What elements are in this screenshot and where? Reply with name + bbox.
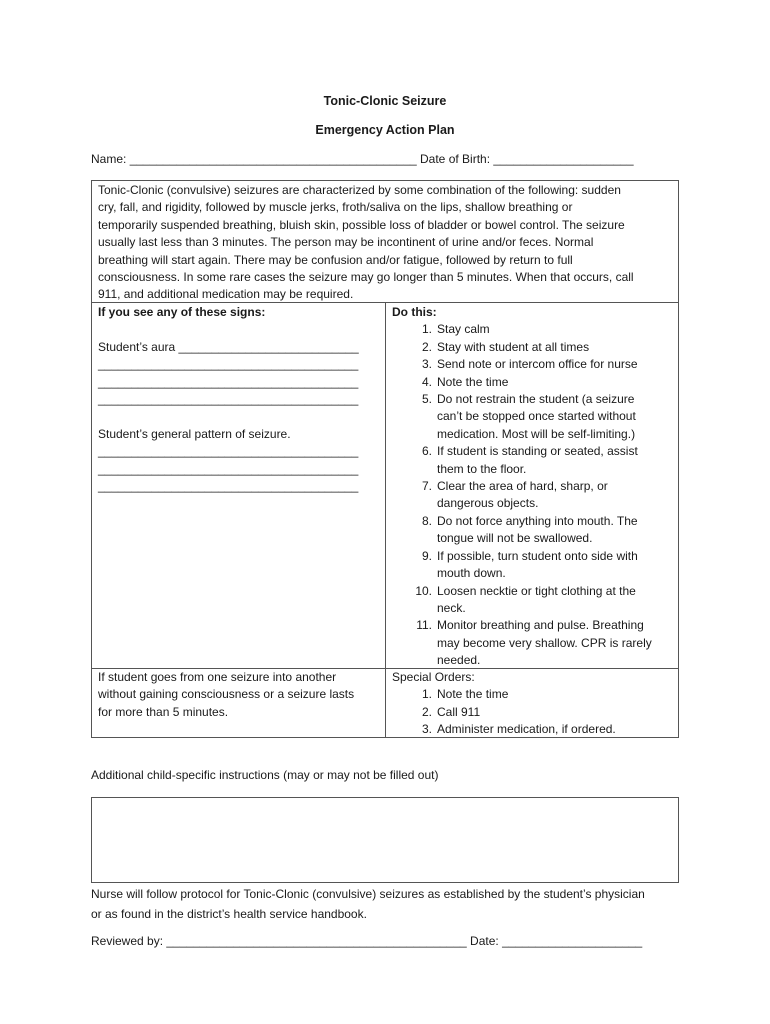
step-text: Send note or intercom office for nurse xyxy=(437,357,638,372)
actions-list xyxy=(392,321,674,669)
action-step xyxy=(392,443,674,478)
special-orders-list xyxy=(392,686,674,738)
reviewed-field[interactable]: _____________________________________________ xyxy=(166,934,467,948)
step-text: them to the floor. xyxy=(437,461,527,476)
pattern-blank-line[interactable]: _______________________________________ xyxy=(98,461,359,476)
action-step xyxy=(392,583,674,618)
description-line: consciousness. In some rare cases the seizure may go longer than 5 minutes. When that occurs, call xyxy=(98,270,634,285)
special-orders-heading: Special Orders: xyxy=(392,670,475,684)
step-text: Loosen necktie or tight clothing at the xyxy=(437,583,636,598)
step-text: Note the time xyxy=(437,687,509,702)
pattern-label: Student’s general pattern of seizure. xyxy=(98,426,291,441)
step-text: Stay with student at all times xyxy=(437,339,590,354)
aura-field[interactable]: ___________________________ xyxy=(178,339,359,354)
page-title: Tonic-Clonic Seizure xyxy=(323,94,447,108)
description-line: 911, and additional medication may be required. xyxy=(98,287,354,302)
step-number: 3. xyxy=(421,722,432,737)
action-step xyxy=(392,391,674,443)
seizure-description xyxy=(98,182,672,304)
signs-column xyxy=(98,304,380,495)
aura-blank-line[interactable]: _______________________________________ xyxy=(98,392,359,407)
step-number: 4. xyxy=(421,374,432,389)
step-number: 2. xyxy=(421,339,432,354)
name-label: Name: xyxy=(91,152,130,166)
step-number: 5. xyxy=(421,392,432,407)
step-number: 1. xyxy=(421,322,432,337)
additional-instructions-label: Additional child-specific instructions (may or may not be filled out) xyxy=(91,768,439,782)
actions-column xyxy=(392,304,674,670)
step-number: 11. xyxy=(416,618,432,633)
page-subtitle: Emergency Action Plan xyxy=(315,123,455,137)
condition-line: If student goes from one seizure into another xyxy=(98,670,337,684)
action-step xyxy=(392,356,674,373)
reviewed-label: Reviewed by: xyxy=(91,934,167,948)
step-number: 7. xyxy=(421,479,432,494)
signs-heading: If you see any of these signs: xyxy=(98,305,266,319)
action-step xyxy=(392,321,674,338)
step-number: 6. xyxy=(421,444,432,459)
step-text: needed. xyxy=(437,653,481,668)
description-line: usually last less than 3 minutes. The person may be incontinent of urine and/or feces. Normal xyxy=(98,235,594,250)
nurse-protocol-note xyxy=(91,885,691,924)
order-step xyxy=(392,686,674,703)
step-text: If student is standing or seated, assist xyxy=(437,444,638,459)
condition-line: for more than 5 minutes. xyxy=(98,704,229,719)
action-step xyxy=(392,374,674,391)
step-text: Do not restrain the student (a seizure xyxy=(437,392,635,407)
reviewed-date-line xyxy=(91,934,642,948)
prolonged-seizure-condition xyxy=(98,669,380,721)
dob-field[interactable]: _____________________ xyxy=(493,152,634,166)
action-step xyxy=(392,548,674,583)
column-divider xyxy=(385,302,386,737)
aura-label: Student’s aura xyxy=(98,339,179,354)
aura-blank-line[interactable]: _______________________________________ xyxy=(98,357,359,372)
step-text: Stay calm xyxy=(437,322,490,337)
step-text: can’t be stopped once started without xyxy=(437,409,636,424)
step-text: neck. xyxy=(437,600,466,615)
action-step xyxy=(392,478,674,513)
nurse-note-line: or as found in the district’s health service handbook. xyxy=(91,906,367,921)
date-field[interactable]: _____________________ xyxy=(502,934,643,948)
step-number: 1. xyxy=(421,687,432,702)
step-number: 10. xyxy=(415,583,432,598)
aura-blank-line[interactable]: _______________________________________ xyxy=(98,374,359,389)
additional-instructions-box[interactable] xyxy=(91,797,679,883)
step-number: 8. xyxy=(421,513,432,528)
action-step xyxy=(392,617,674,669)
date-label: Date: xyxy=(466,934,503,948)
step-text: tongue will not be swallowed. xyxy=(437,531,593,546)
name-dob-line xyxy=(91,152,634,166)
step-text: Clear the area of hard, sharp, or xyxy=(437,479,608,494)
actions-heading: Do this: xyxy=(392,305,437,319)
step-text: Note the time xyxy=(437,374,509,389)
name-field[interactable]: ___________________________________________ xyxy=(129,152,417,166)
step-number: 9. xyxy=(421,548,432,563)
condition-line: without gaining consciousness or a seizure lasts xyxy=(98,687,355,702)
step-text: medication. Most will be self-limiting.) xyxy=(437,426,636,441)
step-text: Administer medication, if ordered. xyxy=(437,722,616,737)
step-text: Monitor breathing and pulse. Breathing xyxy=(437,618,644,633)
order-step xyxy=(392,704,674,721)
aura-line xyxy=(98,339,380,356)
step-number: 2. xyxy=(421,704,432,719)
step-text: Call 911 xyxy=(437,704,481,719)
pattern-blank-line[interactable]: _______________________________________ xyxy=(98,444,359,459)
description-line: Tonic-Clonic (convulsive) seizures are characterized by some combination of the following: sudden xyxy=(98,183,621,197)
pattern-blank-line[interactable]: _______________________________________ xyxy=(98,479,359,494)
nurse-note-line: Nurse will follow protocol for Tonic-Clonic (convulsive) seizures as established by the student’s physician xyxy=(91,887,645,901)
step-text: If possible, turn student onto side with xyxy=(437,548,638,563)
action-plan-table xyxy=(91,180,679,738)
description-line: cry, fall, and rigidity, followed by muscle jerks, froth/saliva on the lips, shallow breathing or xyxy=(98,200,573,215)
dob-label: Date of Birth: xyxy=(416,152,494,166)
description-line: breathing will start again. There may be confusion and/or fatigue, followed by return to full xyxy=(98,252,573,267)
action-step xyxy=(392,339,674,356)
step-text: mouth down. xyxy=(437,566,506,581)
special-orders xyxy=(392,669,674,739)
action-step xyxy=(392,513,674,548)
order-step xyxy=(392,721,674,738)
step-number: 3. xyxy=(421,357,432,372)
description-line: temporarily suspended breathing, bluish skin, possible loss of bladder or bowel control. The seizure xyxy=(98,217,625,232)
step-text: dangerous objects. xyxy=(437,496,539,511)
step-text: may become very shallow. CPR is rarely xyxy=(437,635,652,650)
step-text: Do not force anything into mouth. The xyxy=(437,513,638,528)
